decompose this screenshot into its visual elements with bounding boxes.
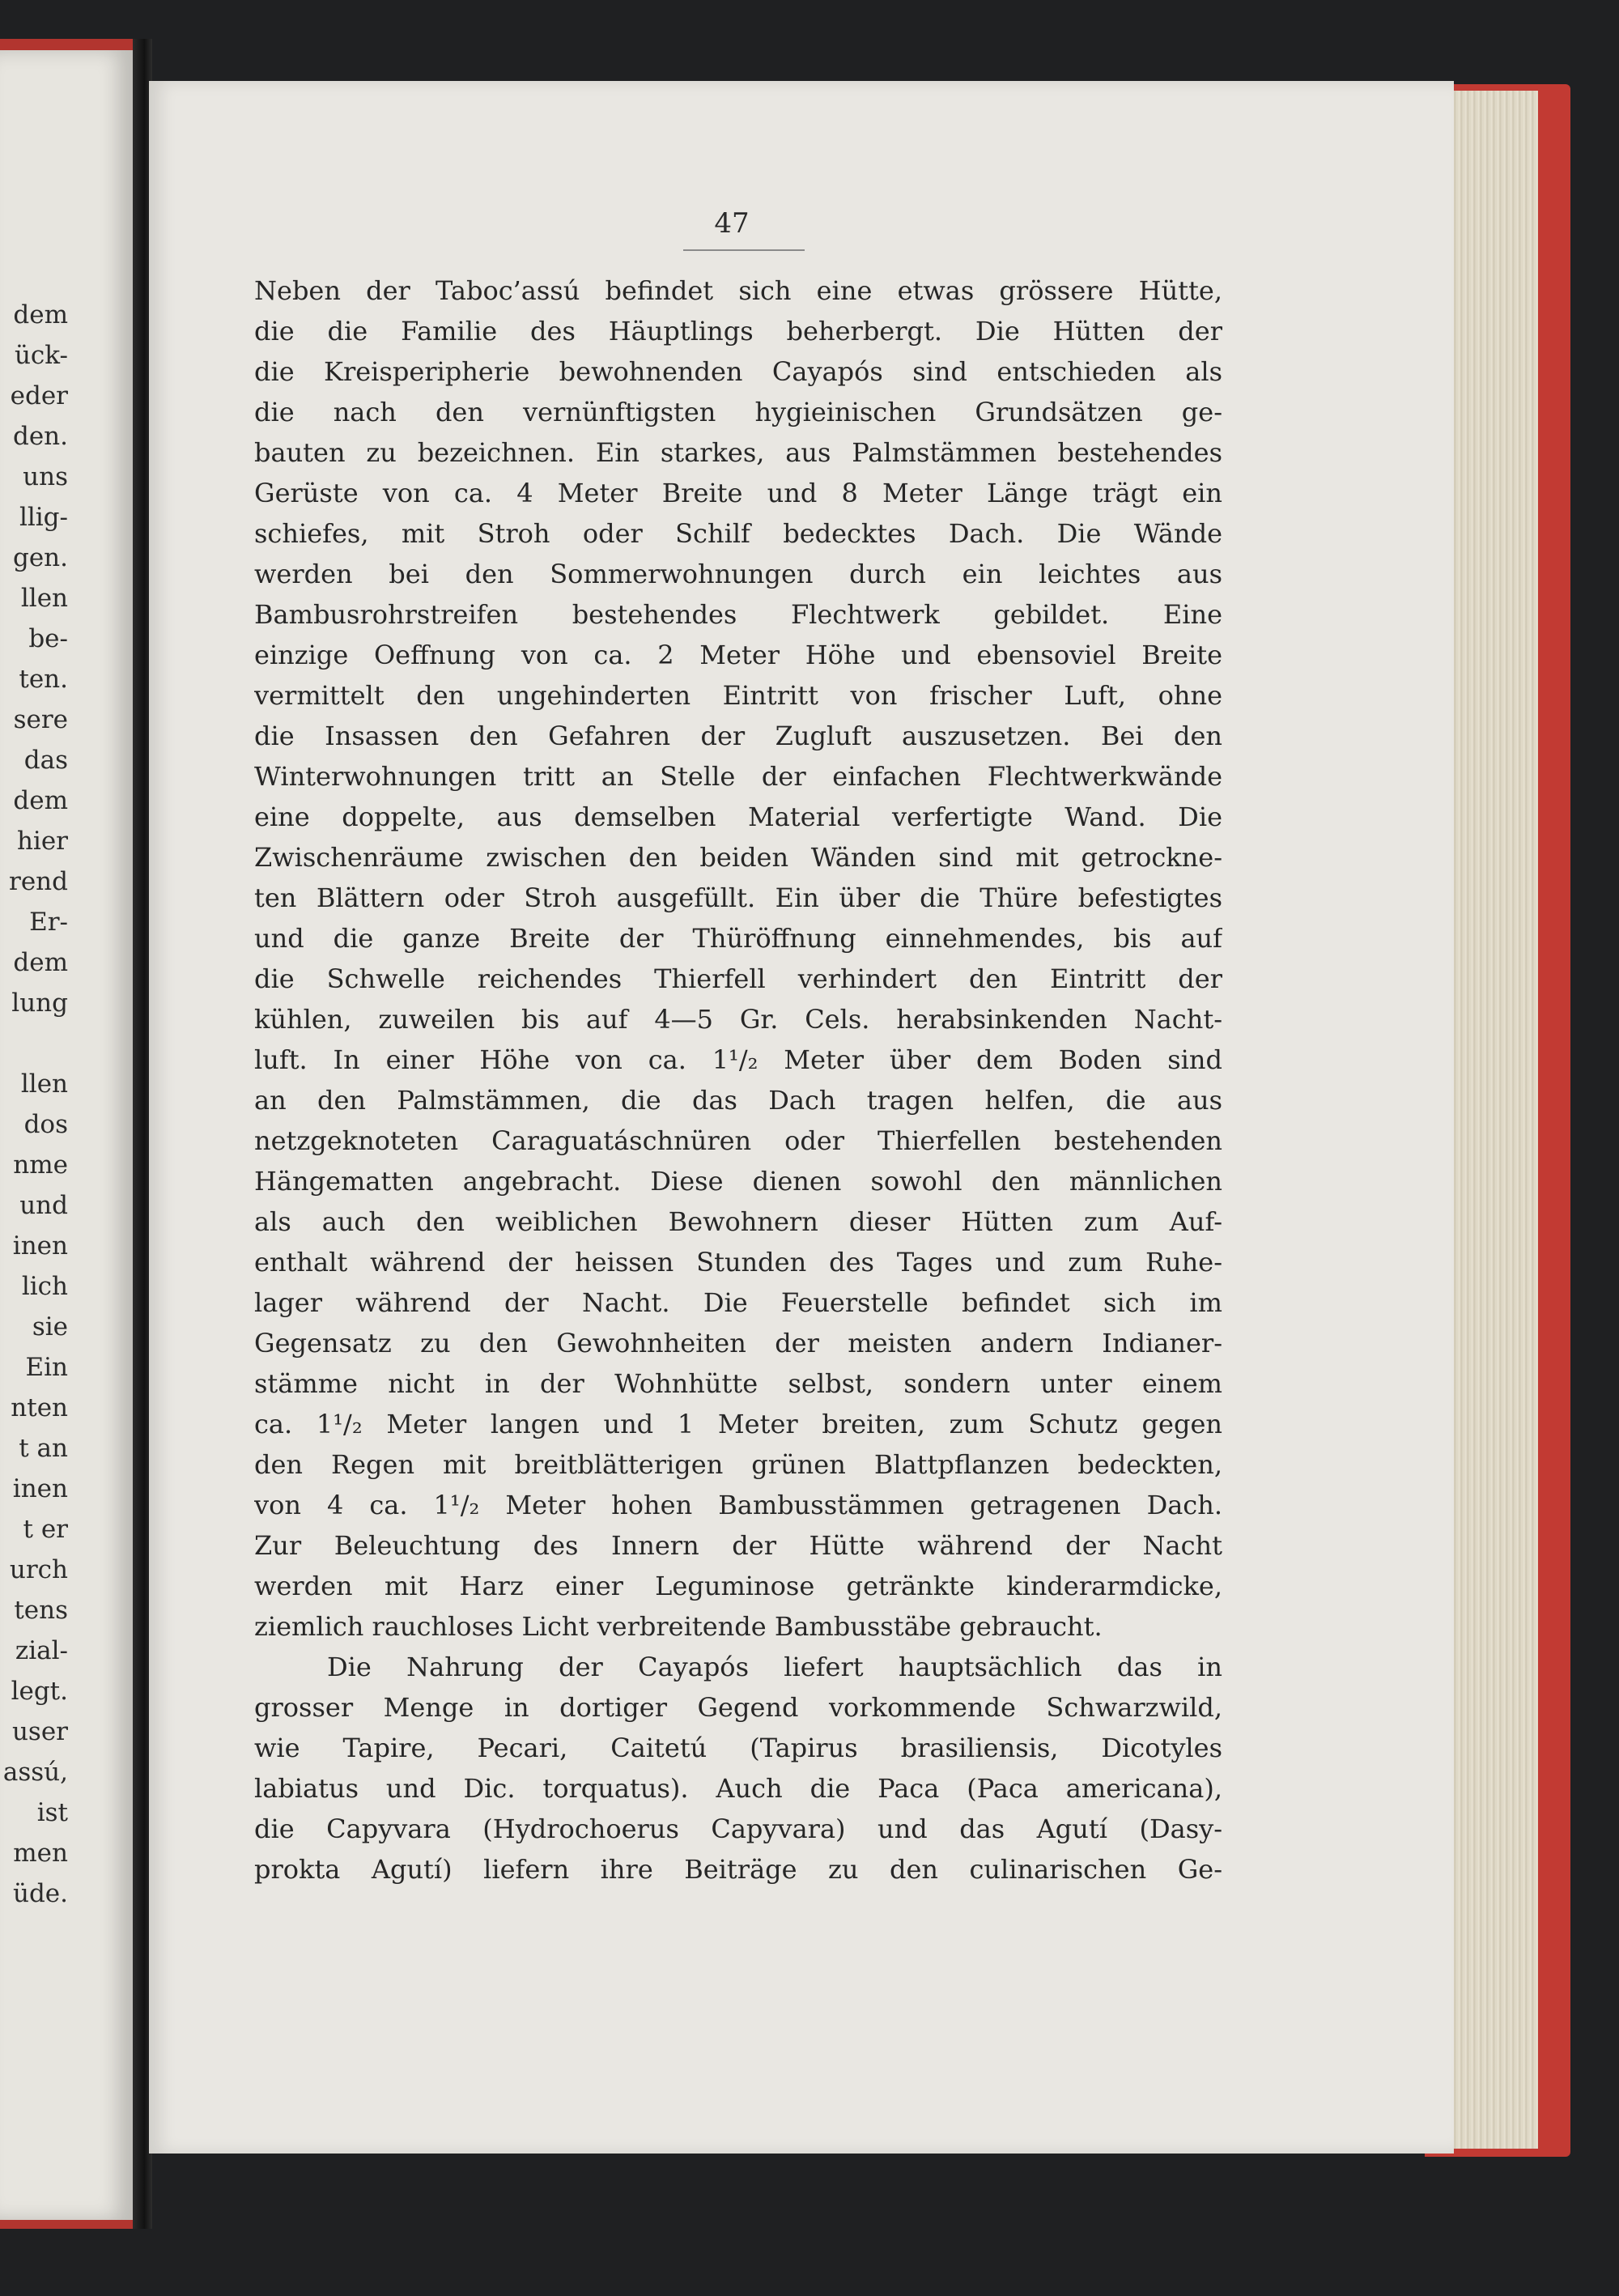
text-line: an den Palmstämmen, die das Dach tragen helfen, die aus xyxy=(254,1085,1222,1116)
text-line: als auch den weiblichen Bewohnern dieser Hütten zum Auf- xyxy=(254,1206,1222,1237)
left-page-fragment: tens xyxy=(14,1596,68,1625)
text-line: Die Nahrung der Cayapós liefert hauptsächlich das in xyxy=(327,1652,1222,1682)
left-page-fragment: eder xyxy=(10,381,68,410)
text-line: bauten zu bezeichnen. Ein starkes, aus Palmstämmen bestehendes xyxy=(254,437,1222,468)
left-page-fragment: zial- xyxy=(15,1636,68,1665)
text-line: eine doppelte, aus demselben Material verfertigte Wand. Die xyxy=(254,801,1222,832)
text-line: werden mit Harz einer Leguminose getränkte kinderarmdicke, xyxy=(254,1571,1222,1601)
left-page-fragment: und xyxy=(19,1191,68,1220)
left-page-fragment: gen. xyxy=(12,543,68,572)
text-line: Bambusrohrstreifen bestehendes Flechtwerk gebildet. Eine xyxy=(254,599,1222,630)
text-line: einzige Oeffnung von ca. 2 Meter Höhe und ebensoviel Breite xyxy=(254,640,1222,670)
left-page-fragment: ten. xyxy=(19,665,68,694)
text-line: die Capyvara (Hydrochoerus Capyvara) und das Agutí (Dasy- xyxy=(254,1813,1222,1844)
body-text xyxy=(254,270,1222,1890)
left-page-fragment: den. xyxy=(12,422,68,451)
text-line: den Regen mit breitblätterigen grünen Blattpflanzen bedeckten, xyxy=(254,1449,1222,1480)
left-page-fragment: urch xyxy=(9,1555,68,1584)
left-page-fragment: dos xyxy=(23,1110,68,1139)
text-line: ten Blättern oder Stroh ausgefüllt. Ein über die Thüre befestigtes xyxy=(254,882,1222,913)
left-page-fragment: sere xyxy=(13,705,68,734)
text-line: prokta Agutí) liefern ihre Beiträge zu den culinarischen Ge- xyxy=(254,1854,1222,1885)
header-rule xyxy=(683,249,805,251)
text-line: Zwischenräume zwischen den beiden Wänden sind mit getrockne- xyxy=(254,842,1222,873)
text-line: die Insassen den Gefahren der Zugluft auszusetzen. Bei den xyxy=(254,721,1222,751)
text-line: ca. 1¹/₂ Meter langen und 1 Meter breiten, zum Schutz gegen xyxy=(254,1409,1222,1439)
text-line: die Kreisperipherie bewohnenden Cayapós sind entschieden als xyxy=(254,356,1222,387)
text-line: die die Familie des Häuptlings beherbergt. Die Hütten der xyxy=(254,316,1222,347)
text-line: lager während der Nacht. Die Feuerstelle befindet sich im xyxy=(254,1287,1222,1318)
text-line: grosser Menge in dortiger Gegend vorkommende Schwarzwild, xyxy=(254,1692,1222,1723)
left-page-text-fragments xyxy=(0,295,68,1914)
text-line: Hängematten angebracht. Diese dienen sowohl den männlichen xyxy=(254,1166,1222,1197)
left-page-fragment: llen xyxy=(20,1069,68,1099)
text-line: Gegensatz zu den Gewohnheiten der meisten andern Indianer- xyxy=(254,1328,1222,1358)
text-line: luft. In einer Höhe von ca. 1¹/₂ Meter über dem Boden sind xyxy=(254,1044,1222,1075)
text-line: Gerüste von ca. 4 Meter Breite und 8 Meter Länge trägt ein xyxy=(254,478,1222,508)
left-page-fragment: lich xyxy=(21,1272,68,1301)
left-page-fragment: ück- xyxy=(14,341,68,370)
text-line: und die ganze Breite der Thüröffnung einnehmendes, bis auf xyxy=(254,923,1222,954)
left-page-fragment: dem xyxy=(13,948,68,977)
text-line: Winterwohnungen tritt an Stelle der einfachen Flechtwerkwände xyxy=(254,761,1222,792)
left-page-fragment: llig- xyxy=(19,503,68,532)
left-page-fragment: men xyxy=(13,1839,68,1868)
left-page-fragment: Ein xyxy=(25,1353,68,1382)
left-page-fragment: inen xyxy=(12,1231,68,1261)
left-page-fragment: inen xyxy=(12,1474,68,1503)
text-line: Zur Beleuchtung des Innern der Hütte während der Nacht xyxy=(254,1530,1222,1561)
left-page-fragment: nten xyxy=(11,1393,68,1422)
left-page-fragment: rend xyxy=(9,867,68,896)
left-page-fragment: lung xyxy=(11,989,68,1018)
text-line: von 4 ca. 1¹/₂ Meter hohen Bambusstämmen getragenen Dach. xyxy=(254,1490,1222,1520)
left-page xyxy=(0,50,133,2220)
left-page-fragment: ist xyxy=(36,1798,68,1827)
left-page-fragment: hier xyxy=(16,827,68,856)
left-page-fragment: Er- xyxy=(29,908,68,937)
left-page-fragment: das xyxy=(23,746,68,775)
left-page-fragment: uns xyxy=(23,462,68,491)
text-line: schiefes, mit Stroh oder Schilf bedecktes Dach. Die Wände xyxy=(254,518,1222,549)
left-page-fragment: dem xyxy=(13,786,68,815)
right-page xyxy=(149,81,1454,2154)
left-page-fragment: assú, xyxy=(2,1758,68,1787)
text-line: ziemlich rauchloses Licht verbreitende Bambusstäbe gebraucht. xyxy=(254,1611,1103,1642)
text-line: kühlen, zuweilen bis auf 4—5 Gr. Cels. herabsinkenden Nacht- xyxy=(254,1004,1222,1035)
left-page-fragment: sie xyxy=(32,1312,68,1341)
text-line: wie Tapire, Pecari, Caitetú (Tapirus brasiliensis, Dicotyles xyxy=(254,1733,1222,1763)
left-page-fragment: user xyxy=(11,1717,68,1746)
text-line: vermittelt den ungehinderten Eintritt von frischer Luft, ohne xyxy=(254,680,1222,711)
left-page-fragment: üde. xyxy=(12,1879,68,1908)
left-page-fragment: legt. xyxy=(11,1677,68,1706)
left-page-fragment: t an xyxy=(19,1434,68,1463)
text-line: netzgeknoteten Caraguatáschnüren oder Thierfellen bestehenden xyxy=(254,1125,1222,1156)
left-page-fragment: nme xyxy=(13,1150,68,1180)
left-page-fragment: be- xyxy=(28,624,68,653)
text-line: die nach den vernünftigsten hygieinischen Grundsätzen ge- xyxy=(254,397,1222,427)
text-line: Neben der Taboc’assú befindet sich eine etwas grössere Hütte, xyxy=(254,275,1222,306)
text-line: die Schwelle reichendes Thierfell verhindert den Eintritt der xyxy=(254,963,1222,994)
page-edges xyxy=(1451,91,1538,2149)
left-page-fragment: dem xyxy=(13,300,68,330)
left-page-fragment: t er xyxy=(23,1515,68,1544)
text-line: stämme nicht in der Wohnhütte selbst, sondern unter einem xyxy=(254,1368,1222,1399)
page-number: 47 xyxy=(714,207,750,240)
text-line: labiatus und Dic. torquatus). Auch die Paca (Paca americana), xyxy=(254,1773,1222,1804)
text-line: enthalt während der heissen Stunden des Tages und zum Ruhe- xyxy=(254,1247,1222,1278)
left-page-fragment: llen xyxy=(20,584,68,613)
text-line: werden bei den Sommerwohnungen durch ein leichtes aus xyxy=(254,559,1222,589)
